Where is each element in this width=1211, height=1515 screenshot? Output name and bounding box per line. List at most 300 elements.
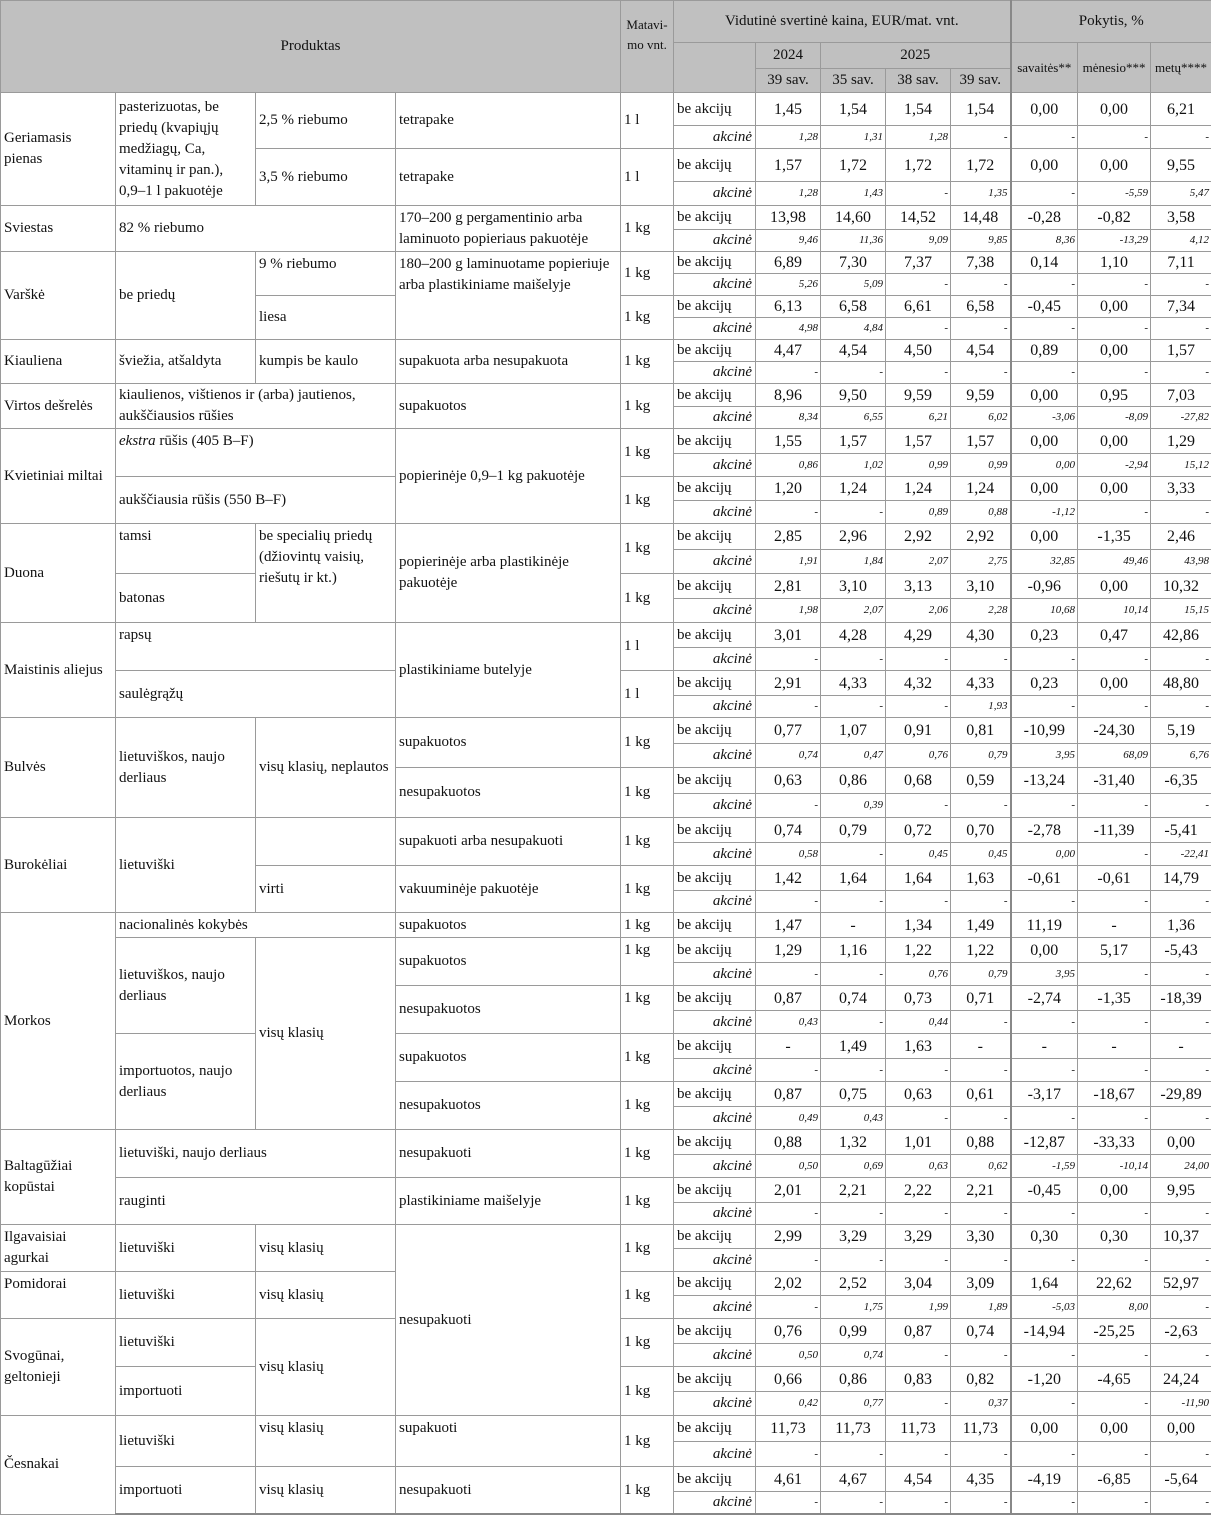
promo-price-cell: 0,49 (756, 1107, 821, 1130)
promo-change-cell: - (1011, 648, 1078, 671)
promo-price-cell: - (821, 891, 886, 913)
price-type-label: akcinė (674, 1203, 756, 1225)
promo-price-cell: 2,75 (951, 550, 1011, 574)
price-type-label: akcinė (674, 696, 756, 718)
change-cell: -0,61 (1078, 866, 1151, 891)
change-cell: - (1011, 1034, 1078, 1059)
price-type-label: be akcijų (674, 718, 756, 744)
promo-change-cell: - (1151, 1442, 1211, 1467)
change-cell: 0,00 (1151, 1130, 1211, 1155)
price-type-label: be akcijų (674, 1367, 756, 1392)
promo-change-cell: 8,00 (1078, 1296, 1151, 1319)
price-cell: 9,50 (821, 384, 886, 407)
change-cell: 11,19 (1011, 913, 1078, 938)
price-cell: 7,30 (821, 252, 886, 274)
price-cell: 0,73 (886, 986, 951, 1011)
price-type-label: be akcijų (674, 1130, 756, 1155)
promo-price-cell: - (821, 1011, 886, 1034)
table-row (1, 913, 1211, 938)
product-variant: 3,5 % riebumo (256, 149, 396, 206)
price-type-label: akcinė (674, 1011, 756, 1034)
table-row (1, 1178, 1211, 1203)
promo-price-cell: - (886, 648, 951, 671)
price-cell: 3,09 (951, 1272, 1011, 1296)
header-product: Produktas (1, 1, 621, 93)
product-name: Kvietiniai miltai (1, 429, 116, 524)
price-cell: 0,81 (951, 718, 1011, 744)
product-pack: nesupakuoti (396, 1467, 621, 1515)
ekstra-label: ekstra (119, 433, 156, 449)
promo-change-cell: -1,59 (1011, 1155, 1078, 1178)
price-cell: 1,22 (886, 938, 951, 963)
promo-change-cell: - (1151, 891, 1211, 913)
promo-change-cell: - (1078, 126, 1151, 149)
change-cell: -5,43 (1151, 938, 1211, 963)
price-cell: 1,72 (821, 149, 886, 182)
product-name: Burokėliai (1, 818, 116, 913)
promo-price-cell: 0,45 (951, 843, 1011, 866)
price-type-label: be akcijų (674, 1272, 756, 1296)
unit-cell: 1 l (621, 149, 674, 206)
unit-cell: 1 kg (621, 1319, 674, 1367)
promo-price-cell: - (821, 843, 886, 866)
promo-change-cell: -1,12 (1011, 501, 1078, 524)
header-price-group: Vidutinė svertinė kaina, EUR/mat. vnt. (674, 1, 1011, 43)
change-cell: -1,35 (1078, 524, 1151, 550)
promo-change-cell: - (1151, 1011, 1211, 1034)
unit-cell: 1 kg (621, 340, 674, 384)
header-blank (674, 43, 756, 93)
change-cell: 0,30 (1011, 1225, 1078, 1249)
product-variant: 2,5 % riebumo (256, 93, 396, 149)
table-row (1, 340, 1211, 362)
change-cell: -0,45 (1011, 296, 1078, 318)
price-cell: 9,59 (886, 384, 951, 407)
product-pack: supakuotos (396, 913, 621, 938)
price-cell: 3,29 (821, 1225, 886, 1249)
price-type-label: akcinė (674, 1107, 756, 1130)
promo-price-cell: 1,91 (756, 550, 821, 574)
product-desc: lietuviški (116, 1225, 256, 1272)
product-desc: tamsi (116, 524, 256, 574)
promo-price-cell: 1,99 (886, 1296, 951, 1319)
price-cell: 6,58 (821, 296, 886, 318)
unit-cell: 1 kg (621, 477, 674, 524)
change-cell: -0,28 (1011, 206, 1078, 230)
promo-change-cell: -13,29 (1078, 230, 1151, 252)
product-desc: importuoti (116, 1467, 256, 1515)
change-cell: -1,35 (1078, 986, 1151, 1011)
change-cell: 0,00 (1078, 1178, 1151, 1203)
promo-price-cell: 1,93 (951, 696, 1011, 718)
promo-change-cell: - (1078, 794, 1151, 818)
change-cell: -0,82 (1078, 206, 1151, 230)
unit-cell: 1 kg (621, 986, 674, 1034)
price-cell: 2,85 (756, 524, 821, 550)
promo-change-cell: 0,00 (1011, 843, 1078, 866)
product-pack: nesupakuotos (396, 986, 621, 1034)
price-type-label: be akcijų (674, 252, 756, 274)
promo-price-cell: 0,86 (756, 454, 821, 477)
promo-change-cell: - (1151, 126, 1211, 149)
header-year-2024: 2024 (756, 43, 821, 69)
product-desc: rapsų (116, 623, 396, 671)
unit-cell: 1 kg (621, 866, 674, 913)
promo-change-cell: - (1078, 648, 1151, 671)
price-cell: 0,77 (756, 718, 821, 744)
product-desc: aukščiausia rūšis (550 B–F) (116, 477, 396, 524)
promo-price-cell: 4,98 (756, 318, 821, 340)
price-type-label: akcinė (674, 182, 756, 206)
promo-change-cell: - (1151, 648, 1211, 671)
promo-price-cell: - (951, 274, 1011, 296)
promo-price-cell: - (886, 1492, 951, 1515)
promo-change-cell: - (1078, 274, 1151, 296)
product-variant: visų klasių, neplautos (256, 718, 396, 818)
table-row (1, 938, 1211, 963)
promo-change-cell: 3,95 (1011, 963, 1078, 986)
price-cell: 1,24 (951, 477, 1011, 501)
change-cell: 0,00 (1078, 477, 1151, 501)
promo-change-cell: - (1011, 1249, 1078, 1272)
price-cell: 1,49 (951, 913, 1011, 938)
change-cell: 0,00 (1011, 384, 1078, 407)
price-cell: 0,87 (756, 986, 821, 1011)
product-name: Maistinis aliejus (1, 623, 116, 718)
promo-price-cell: - (756, 891, 821, 913)
price-cell: 4,67 (821, 1467, 886, 1492)
promo-price-cell: 2,07 (886, 550, 951, 574)
change-cell: 6,21 (1151, 93, 1211, 126)
change-cell: 0,47 (1078, 623, 1151, 648)
change-cell: 0,00 (1011, 93, 1078, 126)
promo-change-cell: - (1011, 1203, 1078, 1225)
promo-change-cell: - (1011, 1392, 1078, 1416)
promo-price-cell: - (951, 1344, 1011, 1367)
price-type-label: be akcijų (674, 574, 756, 599)
change-cell: 0,23 (1011, 623, 1078, 648)
price-type-label: be akcijų (674, 384, 756, 407)
promo-price-cell: 0,43 (756, 1011, 821, 1034)
promo-price-cell: - (821, 1492, 886, 1515)
promo-price-cell: 1,02 (821, 454, 886, 477)
price-cell: 4,29 (886, 623, 951, 648)
change-cell: 0,23 (1011, 671, 1078, 696)
header-week: 39 sav. (756, 69, 821, 93)
price-cell: 11,73 (951, 1416, 1011, 1442)
promo-change-cell: -3,06 (1011, 407, 1078, 429)
price-type-label: akcinė (674, 1392, 756, 1416)
promo-price-cell: - (756, 1203, 821, 1225)
promo-price-cell: - (821, 501, 886, 524)
promo-change-cell: 49,46 (1078, 550, 1151, 574)
change-cell: 0,00 (1078, 429, 1151, 454)
product-desc: nacionalinės kokybės (116, 913, 396, 938)
price-cell: 1,63 (886, 1034, 951, 1059)
promo-price-cell: 0,45 (886, 843, 951, 866)
header-unit: Matavi- mo vnt. (621, 1, 674, 93)
price-type-label: be akcijų (674, 623, 756, 648)
promo-price-cell: 0,50 (756, 1155, 821, 1178)
table-row (1, 623, 1211, 648)
table-row (1, 1225, 1211, 1249)
change-cell: 0,30 (1078, 1225, 1151, 1249)
change-cell: -33,33 (1078, 1130, 1151, 1155)
change-cell: -2,63 (1151, 1319, 1211, 1344)
price-cell: 2,96 (821, 524, 886, 550)
price-cell: 0,68 (886, 768, 951, 794)
promo-price-cell: - (951, 1492, 1011, 1515)
price-cell: 0,63 (886, 1082, 951, 1107)
promo-change-cell: - (1078, 501, 1151, 524)
price-type-label: akcinė (674, 454, 756, 477)
price-type-label: be akcijų (674, 1319, 756, 1344)
price-cell: 7,38 (951, 252, 1011, 274)
promo-change-cell: 8,36 (1011, 230, 1078, 252)
change-cell: -18,39 (1151, 986, 1211, 1011)
change-cell: -6,85 (1078, 1467, 1151, 1492)
promo-change-cell: - (1078, 696, 1151, 718)
price-cell: 13,98 (756, 206, 821, 230)
promo-change-cell: - (1011, 1492, 1078, 1515)
price-cell: 0,74 (821, 986, 886, 1011)
change-cell: -5,41 (1151, 818, 1211, 843)
price-type-label: be akcijų (674, 340, 756, 362)
promo-change-cell: 3,95 (1011, 744, 1078, 768)
price-cell: 4,30 (951, 623, 1011, 648)
promo-price-cell: 11,36 (821, 230, 886, 252)
promo-price-cell: - (951, 1249, 1011, 1272)
promo-price-cell: 1,75 (821, 1296, 886, 1319)
promo-price-cell: - (951, 1442, 1011, 1467)
promo-change-cell: - (1078, 1344, 1151, 1367)
price-cell: 1,32 (821, 1130, 886, 1155)
promo-change-cell: - (1151, 362, 1211, 384)
unit-cell: 1 l (621, 671, 674, 718)
promo-change-cell: - (1151, 696, 1211, 718)
promo-price-cell: - (756, 1249, 821, 1272)
promo-change-cell: - (1151, 501, 1211, 524)
change-cell: 0,00 (1011, 524, 1078, 550)
price-type-label: be akcijų (674, 206, 756, 230)
price-cell: 4,50 (886, 340, 951, 362)
promo-change-cell: - (1078, 1107, 1151, 1130)
price-type-label: be akcijų (674, 1416, 756, 1442)
price-cell: 6,89 (756, 252, 821, 274)
price-cell: 2,01 (756, 1178, 821, 1203)
price-type-label: akcinė (674, 648, 756, 671)
promo-change-cell: - (1078, 1249, 1151, 1272)
change-cell: 0,00 (1151, 1416, 1211, 1442)
price-cell: 11,73 (756, 1416, 821, 1442)
price-cell: 1,54 (821, 93, 886, 126)
promo-price-cell: 2,28 (951, 599, 1011, 623)
product-pack: 170–200 g pergamentinio arba laminuoto popieriaus pakuotėje (396, 206, 621, 252)
product-pack: plastikiniame maišelyje (396, 1178, 621, 1225)
price-cell: 1,57 (821, 429, 886, 454)
table-row (1, 1416, 1211, 1442)
price-type-label: akcinė (674, 1492, 756, 1515)
price-cell: 3,13 (886, 574, 951, 599)
price-cell: 3,01 (756, 623, 821, 648)
price-type-label: akcinė (674, 1155, 756, 1178)
promo-price-cell: 9,46 (756, 230, 821, 252)
promo-price-cell: 9,09 (886, 230, 951, 252)
price-cell: 1,63 (951, 866, 1011, 891)
promo-change-cell: -10,14 (1078, 1155, 1151, 1178)
price-type-label: be akcijų (674, 913, 756, 938)
promo-price-cell: 1,28 (756, 126, 821, 149)
change-cell: -6,35 (1151, 768, 1211, 794)
product-desc: lietuviškos, naujo derliaus (116, 938, 256, 1034)
promo-price-cell: - (821, 963, 886, 986)
change-cell: 0,00 (1078, 93, 1151, 126)
price-cell: - (821, 913, 886, 938)
product-name: Svogūnai, geltonieji (1, 1319, 116, 1416)
promo-change-cell: - (1151, 1107, 1211, 1130)
promo-change-cell: - (1078, 362, 1151, 384)
price-cell: 3,10 (821, 574, 886, 599)
price-type-label: akcinė (674, 501, 756, 524)
product-name: Baltagūžiai kopūstai (1, 1130, 116, 1225)
price-cell: 4,32 (886, 671, 951, 696)
promo-change-cell: 43,98 (1151, 550, 1211, 574)
price-cell: 1,07 (821, 718, 886, 744)
product-pack: vakuuminėje pakuotėje (396, 866, 621, 913)
price-cell: 4,33 (821, 671, 886, 696)
change-cell: 1,64 (1011, 1272, 1078, 1296)
change-cell: -0,45 (1011, 1178, 1078, 1203)
product-desc: importuotos, naujo derliaus (116, 1034, 256, 1130)
product-desc: 82 % riebumo (116, 206, 396, 252)
promo-price-cell: - (886, 891, 951, 913)
promo-change-cell: - (1011, 126, 1078, 149)
price-cell: 2,91 (756, 671, 821, 696)
change-cell: 52,97 (1151, 1272, 1211, 1296)
price-cell: 2,92 (951, 524, 1011, 550)
product-name: Virtos dešrelės (1, 384, 116, 429)
change-cell: 0,00 (1011, 149, 1078, 182)
promo-price-cell: 1,28 (886, 126, 951, 149)
change-cell: 3,58 (1151, 206, 1211, 230)
price-cell: 4,28 (821, 623, 886, 648)
change-cell: - (1151, 1034, 1211, 1059)
price-cell: 2,99 (756, 1225, 821, 1249)
change-cell: -14,94 (1011, 1319, 1078, 1344)
price-cell: 1,72 (951, 149, 1011, 182)
promo-change-cell: - (1078, 1392, 1151, 1416)
promo-price-cell: 5,09 (821, 274, 886, 296)
price-type-label: be akcijų (674, 1225, 756, 1249)
product-pack: nesupakuotos (396, 768, 621, 818)
product-pack: tetrapake (396, 149, 621, 206)
table-row (1, 1467, 1211, 1492)
promo-price-cell: 0,76 (886, 963, 951, 986)
promo-price-cell: 1,31 (821, 126, 886, 149)
change-cell: 0,00 (1078, 340, 1151, 362)
product-variant: 9 % riebumo (256, 252, 396, 296)
price-cell: 1,57 (886, 429, 951, 454)
price-type-label: be akcijų (674, 671, 756, 696)
product-name: Česnakai (1, 1416, 116, 1515)
price-type-label: be akcijų (674, 149, 756, 182)
change-cell: -18,67 (1078, 1082, 1151, 1107)
price-cell: 14,60 (821, 206, 886, 230)
change-cell: 9,55 (1151, 149, 1211, 182)
promo-price-cell: 2,06 (886, 599, 951, 623)
price-type-label: be akcijų (674, 477, 756, 501)
promo-price-cell: - (886, 1059, 951, 1082)
price-cell: 1,57 (756, 149, 821, 182)
price-cell: 3,29 (886, 1225, 951, 1249)
price-type-label: be akcijų (674, 429, 756, 454)
promo-change-cell: - (1078, 1011, 1151, 1034)
price-cell: 1,55 (756, 429, 821, 454)
product-desc: importuoti (116, 1367, 256, 1416)
product-desc: rauginti (116, 1178, 396, 1225)
promo-price-cell: 1,43 (821, 182, 886, 206)
change-cell: -2,74 (1011, 986, 1078, 1011)
promo-price-cell: 9,85 (951, 230, 1011, 252)
price-cell: 0,86 (821, 768, 886, 794)
promo-price-cell: - (756, 648, 821, 671)
product-name: Pomidorai (1, 1272, 116, 1319)
product-pack: supakuoti arba nesupakuoti (396, 818, 621, 866)
promo-change-cell: -8,09 (1078, 407, 1151, 429)
header-week: 38 sav. (886, 69, 951, 93)
change-cell: 0,00 (1011, 1416, 1078, 1442)
price-cell: 7,37 (886, 252, 951, 274)
table-row (1, 429, 1211, 454)
promo-change-cell: - (1011, 362, 1078, 384)
change-cell: -3,17 (1011, 1082, 1078, 1107)
promo-change-cell: - (1011, 1344, 1078, 1367)
price-cell: 0,63 (756, 768, 821, 794)
unit-cell: 1 kg (621, 1272, 674, 1319)
product-variant: visų klasių (256, 1416, 396, 1467)
change-cell: -12,87 (1011, 1130, 1078, 1155)
product-name: Kiauliena (1, 340, 116, 384)
change-cell: 7,11 (1151, 252, 1211, 274)
price-cell: 0,75 (821, 1082, 886, 1107)
product-pack: nesupakuoti (396, 1130, 621, 1178)
change-cell: 0,00 (1078, 574, 1151, 599)
price-cell: 2,22 (886, 1178, 951, 1203)
change-cell: 1,10 (1078, 252, 1151, 274)
change-cell: 3,33 (1151, 477, 1211, 501)
grade-label: rūšis (405 B–F) (156, 433, 254, 449)
change-cell: -0,96 (1011, 574, 1078, 599)
price-type-label: akcinė (674, 1059, 756, 1082)
unit-cell: 1 kg (621, 252, 674, 296)
product-desc: batonas (116, 574, 256, 623)
change-cell: 24,24 (1151, 1367, 1211, 1392)
promo-price-cell: 0,89 (886, 501, 951, 524)
price-cell: 0,87 (886, 1319, 951, 1344)
promo-price-cell: 0,79 (951, 744, 1011, 768)
price-cell: 0,70 (951, 818, 1011, 843)
price-cell: 1,47 (756, 913, 821, 938)
price-cell: 1,57 (951, 429, 1011, 454)
promo-price-cell: 6,02 (951, 407, 1011, 429)
product-desc: lietuviški (116, 1416, 256, 1467)
promo-change-cell: 5,47 (1151, 182, 1211, 206)
price-cell: 4,54 (886, 1467, 951, 1492)
price-cell: 0,59 (951, 768, 1011, 794)
promo-change-cell: 6,76 (1151, 744, 1211, 768)
change-cell: -2,78 (1011, 818, 1078, 843)
promo-change-cell: 10,68 (1011, 599, 1078, 623)
